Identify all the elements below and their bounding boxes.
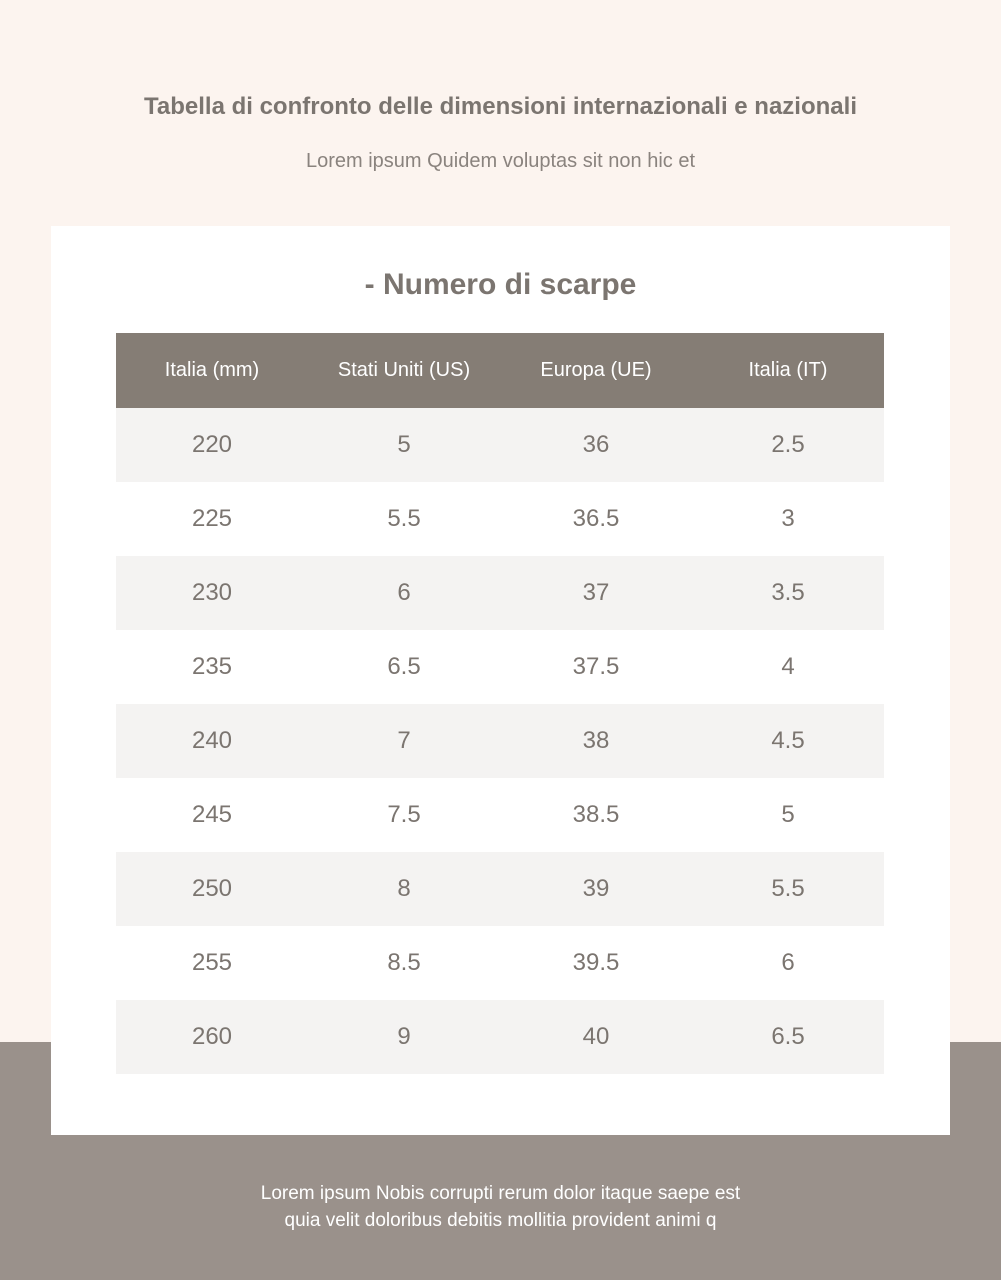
table-cell: 250 xyxy=(116,852,308,926)
table-cell: 6 xyxy=(692,926,884,1000)
table-cell: 235 xyxy=(116,630,308,704)
table-cell: 40 xyxy=(500,1000,692,1074)
table-row xyxy=(116,778,884,852)
table-cell: 240 xyxy=(116,704,308,778)
header-stati-uniti: Stati Uniti (US) xyxy=(308,333,500,408)
table-cell: 38 xyxy=(500,704,692,778)
table-cell: 6 xyxy=(308,556,500,630)
table-cell: 5.5 xyxy=(308,482,500,556)
table-row xyxy=(116,408,884,482)
footer-line-2: quia velit doloribus debitis mollitia provident animi q xyxy=(284,1210,717,1231)
table-cell: 36.5 xyxy=(500,482,692,556)
footer-text xyxy=(0,1180,1001,1234)
table-cell: 8.5 xyxy=(308,926,500,1000)
size-comparison-table xyxy=(116,333,884,1074)
table-header-row xyxy=(116,333,884,408)
card-title: - Numero di scarpe xyxy=(364,268,637,301)
table-cell: 260 xyxy=(116,1000,308,1074)
table-cell: 7 xyxy=(308,704,500,778)
table-row xyxy=(116,852,884,926)
table-cell: 37.5 xyxy=(500,630,692,704)
table-cell: 3 xyxy=(692,482,884,556)
table-row xyxy=(116,630,884,704)
table-cell: 39 xyxy=(500,852,692,926)
header-europa: Europa (UE) xyxy=(500,333,692,408)
table-cell: 3.5 xyxy=(692,556,884,630)
table-row xyxy=(116,704,884,778)
table-cell: 2.5 xyxy=(692,408,884,482)
table-cell: 5 xyxy=(308,408,500,482)
table-cell: 230 xyxy=(116,556,308,630)
table-cell: 39.5 xyxy=(500,926,692,1000)
table-cell: 4 xyxy=(692,630,884,704)
table-cell: 4.5 xyxy=(692,704,884,778)
table-row xyxy=(116,1000,884,1074)
table-cell: 5.5 xyxy=(692,852,884,926)
table-cell: 6.5 xyxy=(308,630,500,704)
table-cell: 8 xyxy=(308,852,500,926)
table-row xyxy=(116,926,884,1000)
table-cell: 9 xyxy=(308,1000,500,1074)
table-cell: 37 xyxy=(500,556,692,630)
table-cell: 220 xyxy=(116,408,308,482)
table-cell: 38.5 xyxy=(500,778,692,852)
table-cell: 6.5 xyxy=(692,1000,884,1074)
footer-line-1: Lorem ipsum Nobis corrupti rerum dolor itaque saepe est xyxy=(260,1183,741,1204)
header-italia-it: Italia (IT) xyxy=(692,333,884,408)
table-cell: 225 xyxy=(116,482,308,556)
header-italia-mm: Italia (mm) xyxy=(116,333,308,408)
table-cell: 245 xyxy=(116,778,308,852)
table-cell: 255 xyxy=(116,926,308,1000)
table-cell: 7.5 xyxy=(308,778,500,852)
page-title: Tabella di confronto delle dimensioni internazionali e nazionali xyxy=(144,93,857,120)
table-row xyxy=(116,482,884,556)
table-cell: 5 xyxy=(692,778,884,852)
table-cell: 36 xyxy=(500,408,692,482)
table-row xyxy=(116,556,884,630)
page-subtitle: Lorem ipsum Quidem voluptas sit non hic et xyxy=(305,150,696,172)
